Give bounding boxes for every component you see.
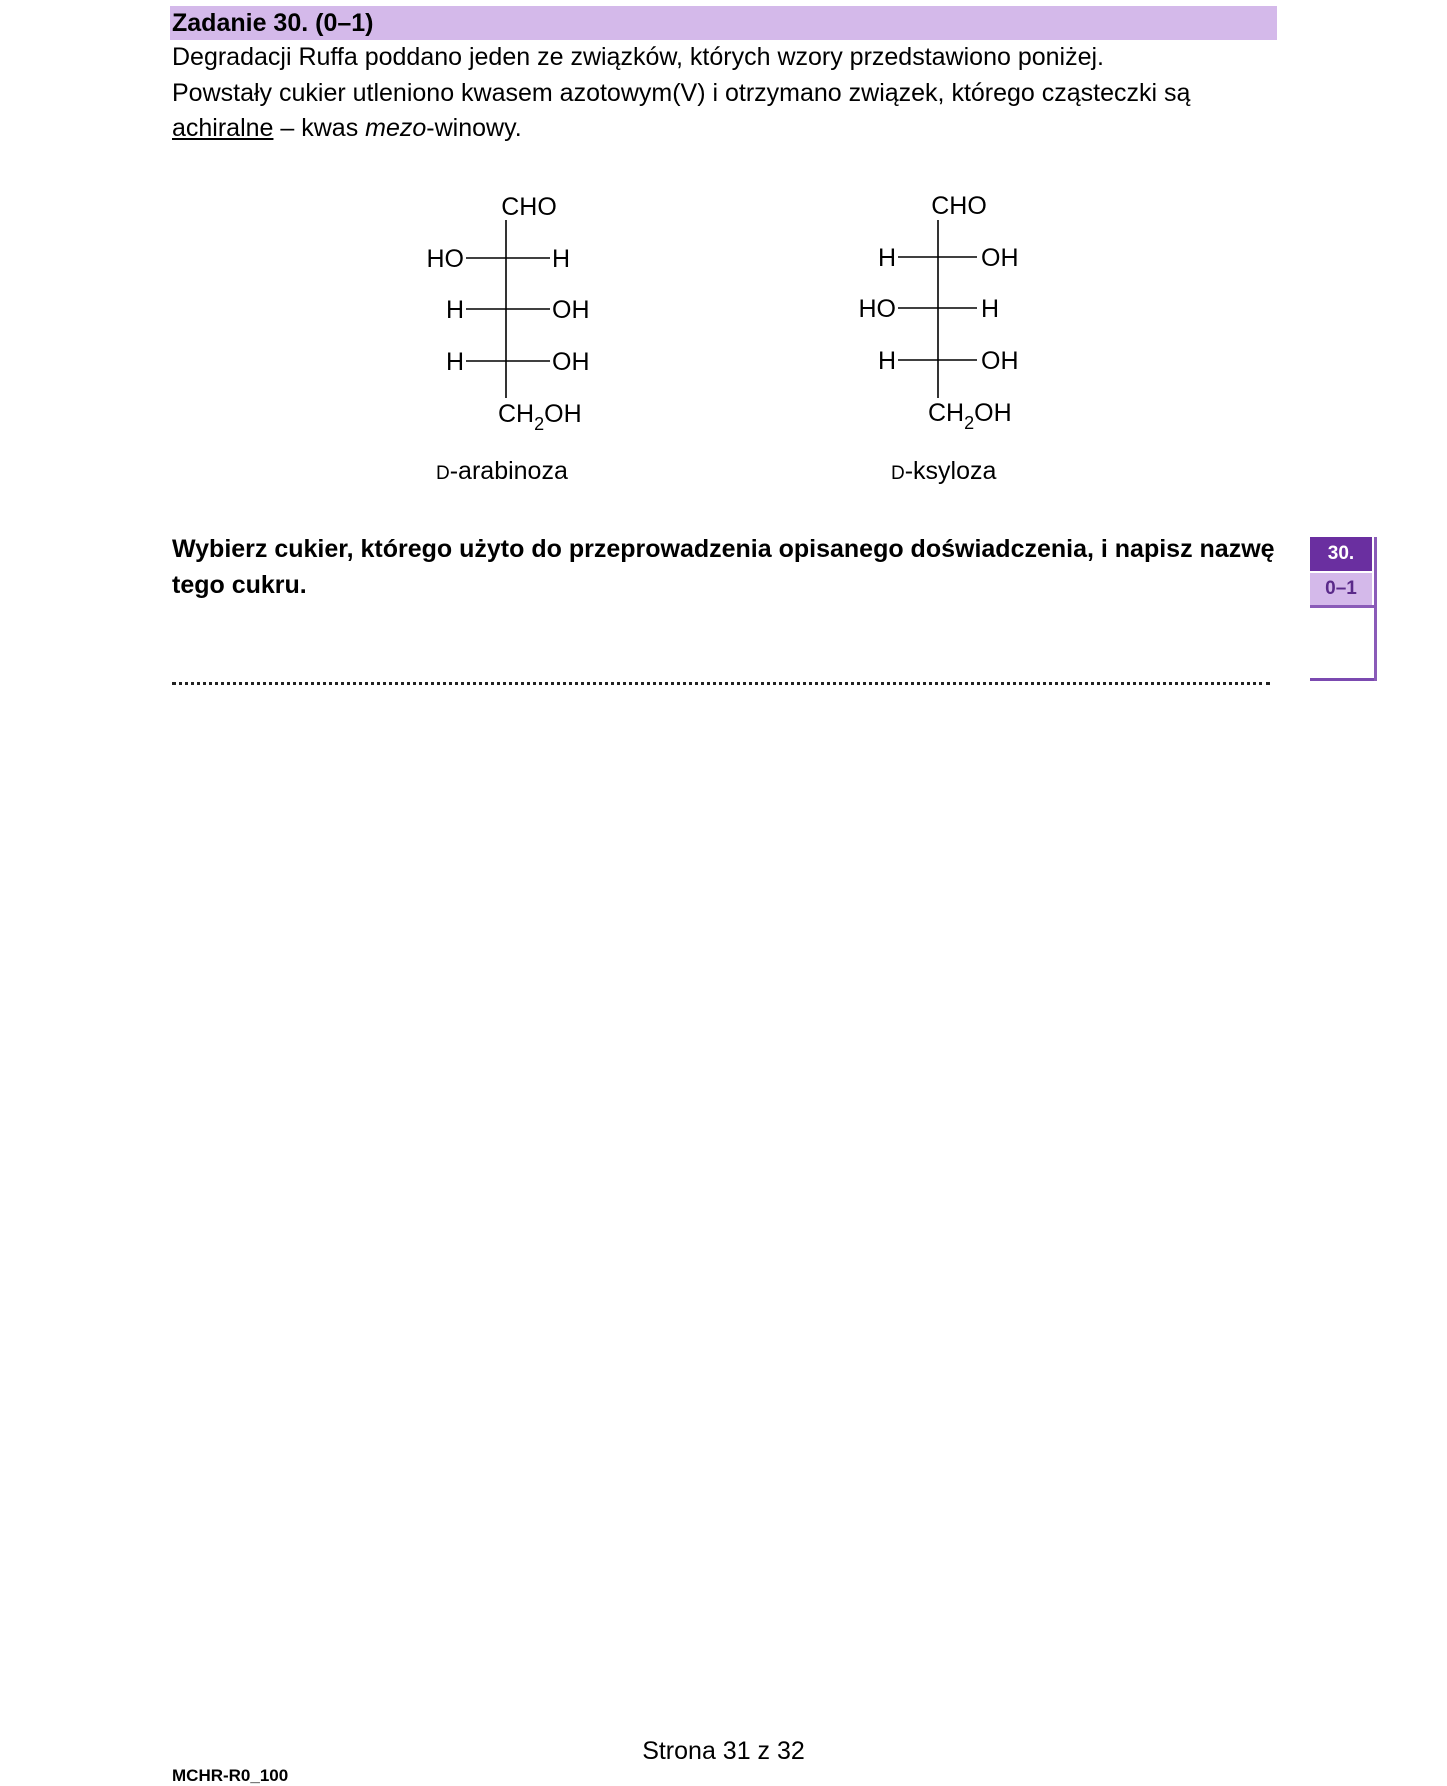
right-row2-right: H: [981, 295, 1000, 323]
score-task-number: 30.: [1310, 537, 1372, 571]
right-row1-right: OH: [981, 244, 1019, 272]
left-sugar-name: D-arabinoza: [436, 457, 568, 485]
left-row3-right: OH: [552, 348, 590, 376]
intro-line-3-end: -winowy.: [426, 114, 522, 142]
left-row2-left: H: [445, 296, 464, 324]
left-row2-right: OH: [552, 296, 590, 324]
structure-xylose: [859, 192, 1019, 485]
answer-field[interactable]: [172, 682, 1270, 685]
left-row1-left: HO: [426, 245, 464, 273]
left-bottom-group: $CH_2OH$: [498, 400, 582, 434]
score-points: 0–1: [1310, 573, 1372, 605]
task-header: Zadanie 30. (0–1): [170, 6, 1277, 40]
score-divider: [1310, 605, 1374, 608]
right-sugar-name: D-ksyloza: [891, 457, 997, 485]
right-top-group: CHO: [931, 192, 987, 220]
right-bottom-group: $CH_2OH$: [928, 399, 1012, 433]
intro-line-3-mid: – kwas: [273, 114, 366, 142]
intro-line-2: Powstały cukier utleniono kwasem azotowym(V) i otrzymano związek, którego cząsteczki są: [172, 78, 1191, 107]
structure-arabinose: [427, 193, 590, 485]
right-row1-left: H: [877, 244, 896, 272]
mezo-term: mezo: [365, 114, 427, 142]
page-number: Strona 31 z 32: [642, 1737, 805, 1765]
right-row3-right: OH: [981, 347, 1019, 375]
task-instruction: Wybierz cukier, którego użyto do przeprowadzenia opisanego doświadczenia, i napisz nazwę tego cukru.: [172, 535, 1275, 599]
score-grading-field[interactable]: [1310, 678, 1374, 681]
achiral-term: achiralne: [172, 114, 274, 142]
right-row3-left: H: [877, 347, 896, 375]
intro-line-1: Degradacji Ruffa poddano jeden ze związków, których wzory przedstawiono poniżej.: [172, 43, 1104, 71]
left-top-group: CHO: [501, 193, 557, 221]
exam-code: MCHR-R0_100: [172, 1766, 289, 1785]
score-border: [1374, 537, 1377, 681]
fischer-projections: [0, 0, 1447, 520]
score-box: [1307, 537, 1377, 681]
left-row3-left: H: [445, 348, 464, 376]
left-row1-right: H: [552, 245, 571, 273]
right-row2-left: HO: [858, 295, 896, 323]
